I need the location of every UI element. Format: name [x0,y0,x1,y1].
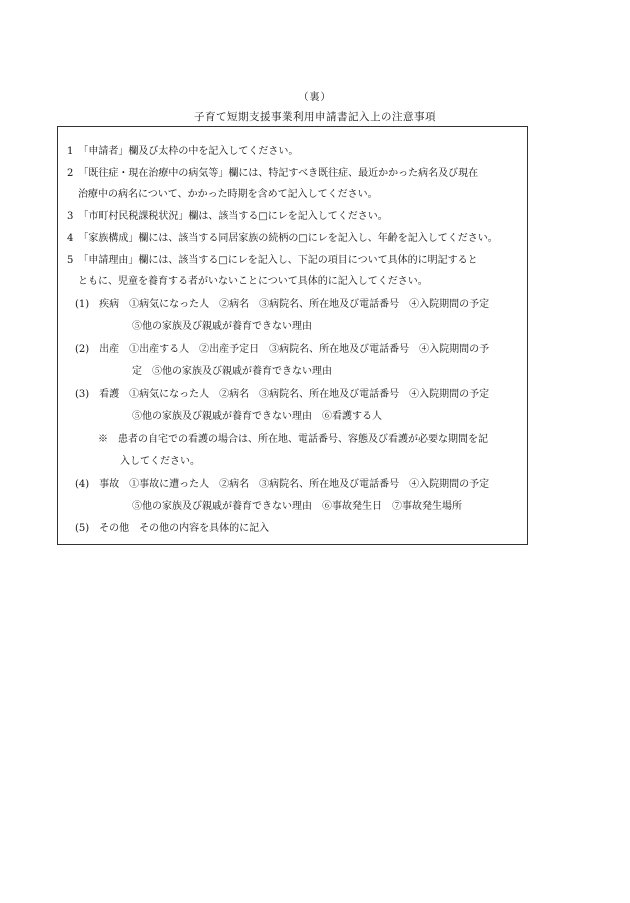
reason-1-illness: (1) 疾病 ①病気になった人 ②病名 ③病院名、所在地及び電話番号 ④入院期間の予定 [75,299,490,310]
note-4: 4 「家族構成」欄には、該当する同居家族の続柄の□にレを記入し、年齢を記入してください。 [67,233,498,244]
reason-2-cont: 定 ⑤他の家族及び親戚が養育できない理由 [132,366,332,377]
reason-3-cont: ⑤他の家族及び親戚が養育できない理由 ⑥看護する人 [132,411,382,422]
note-2-cont: 治療中の病名について、かかった時期を含めて記入してください。 [78,189,378,200]
note-5-cont: ともに、児童を養育する者がいないことについて具体的に記入してください。 [78,276,428,287]
note-2: 2 「既往症・現在治療中の病気等」欄には、特記すべき既往症、最近かかった病名及び現在 [67,168,479,179]
note-3: 3 「市町村民税課税状況」欄は、該当する□にレを記入してください。 [67,211,388,222]
page-side-label: （裏） [298,92,332,103]
document-title: 子育て短期支援事業利用申請書記入上の注意事項 [194,111,436,123]
reason-3-note: ※ 患者の自宅での看護の場合は、所在地、電話番号、容態及び看護が必要な期間を記 [98,434,488,445]
reason-3-nursing: (3) 看護 ①病気になった人 ②病名 ③病院名、所在地及び電話番号 ④入院期間の予定 [75,389,490,400]
reason-2-childbirth: (2) 出産 ①出産する人 ②出産予定日 ③病院名、所在地及び電話番号 ④入院期間の予 [75,344,490,355]
reason-5-other: (5) その他 その他の内容を具体的に記入 [75,523,270,534]
note-1: 1 「申請者」欄及び太枠の中を記入してください。 [67,146,299,157]
reason-4-accident: (4) 事故 ①事故に遭った人 ②病名 ③病院名、所在地及び電話番号 ④入院期間の予定 [75,479,490,490]
reason-4-cont: ⑤他の家族及び親戚が養育できない理由 ⑥事故発生日 ⑦事故発生場所 [132,501,462,512]
notes-box [57,126,528,545]
note-5: 5 「申請理由」欄には、該当する□にレを記入し、下記の項目について具体的に明記すると [67,255,478,266]
reason-1-cont: ⑤他の家族及び親戚が養育できない理由 [132,321,312,332]
reason-3-note-cont: 入してください。 [120,456,200,467]
